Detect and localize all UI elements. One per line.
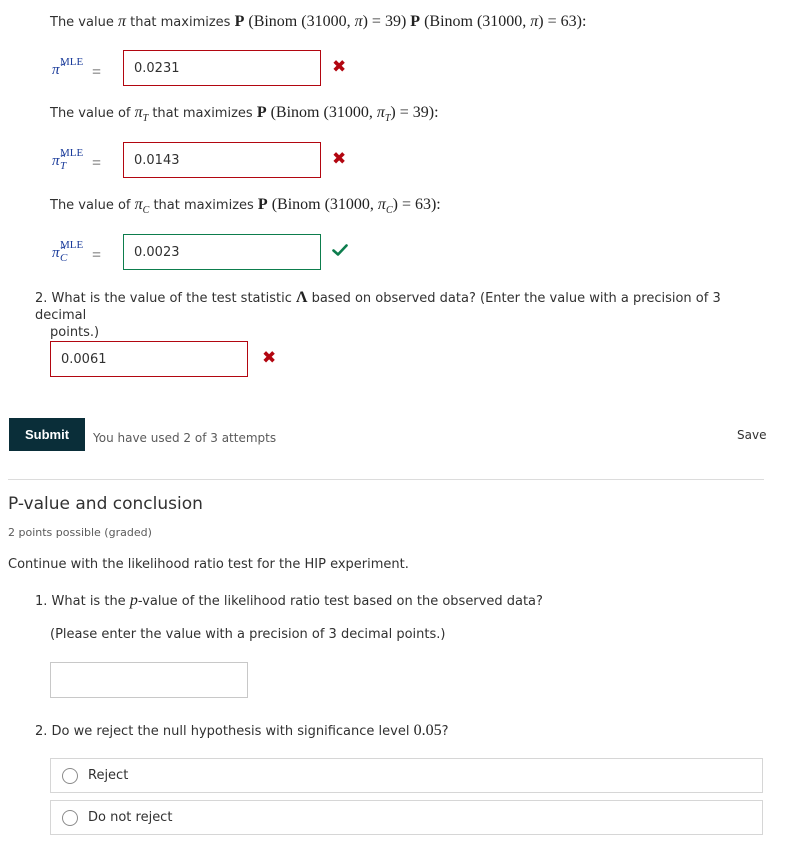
option-do-not-reject[interactable] (50, 800, 763, 835)
section-intro: Continue with the likelihood ratio test for the HIP experiment. (8, 557, 409, 572)
question-1a-expression: P (Binom (31000, π) = 39) P (Binom (31000, π) = 63): (234, 13, 587, 30)
x-mark-icon: ✖ (332, 149, 347, 169)
section-title: P-value and conclusion (8, 494, 203, 514)
question-1a-prompt: The value π that maximizes P (Binom (31000, π) = 39) P (Binom (31000, π) = 63): (50, 13, 587, 30)
section-divider (8, 479, 764, 480)
option-reject[interactable] (50, 758, 763, 793)
pvalue-question: 1. What is the p-value of the likelihood ratio test based on the observed data? (35, 592, 543, 609)
attempts-text: You have used 2 of 3 attempts (93, 431, 277, 445)
save-button[interactable]: Save (737, 428, 767, 442)
pi-t-mle-symbol: π̂ MLE T = (52, 147, 102, 172)
option-label: Do not reject (88, 810, 173, 825)
radio-icon[interactable] (62, 810, 78, 826)
check-mark-icon (332, 243, 348, 261)
pi-mle-symbol: π̂ MLE = (52, 56, 102, 81)
pi-c-mle-symbol: π̂ MLE C = (52, 239, 102, 264)
answer-input-lambda[interactable]: 0.0061 (50, 341, 248, 377)
question-2-prompt: 2. What is the value of the test statistic Λ based on observed data? (Enter the value with a precision of 3 decimal points.) (35, 289, 721, 340)
radio-icon[interactable] (62, 768, 78, 784)
points-possible: 2 points possible (graded) (8, 526, 152, 539)
answer-input-pi-mle[interactable]: 0.0231 (123, 50, 321, 86)
pvalue-input[interactable] (50, 662, 248, 698)
option-label: Reject (88, 768, 129, 783)
x-mark-icon: ✖ (262, 348, 277, 368)
question-1c-prompt: The value of $\pi_C$ that maximizes P (Binom (31000, $\pi_C) = 63$): (50, 196, 441, 217)
answer-input-pi-c-mle[interactable]: 0.0023 (123, 234, 321, 270)
answer-input-pi-t-mle[interactable]: 0.0143 (123, 142, 321, 178)
reject-question: 2. Do we reject the null hypothesis with significance level 0.05? (35, 722, 449, 739)
pvalue-note: (Please enter the value with a precision of 3 decimal points.) (50, 627, 446, 642)
submit-button[interactable]: Submit (9, 418, 85, 451)
x-mark-icon: ✖ (332, 57, 347, 77)
question-1b-prompt: The value of $\pi_T$ that maximizes P (Binom (31000, $\pi_T) = 39$): (50, 104, 439, 125)
